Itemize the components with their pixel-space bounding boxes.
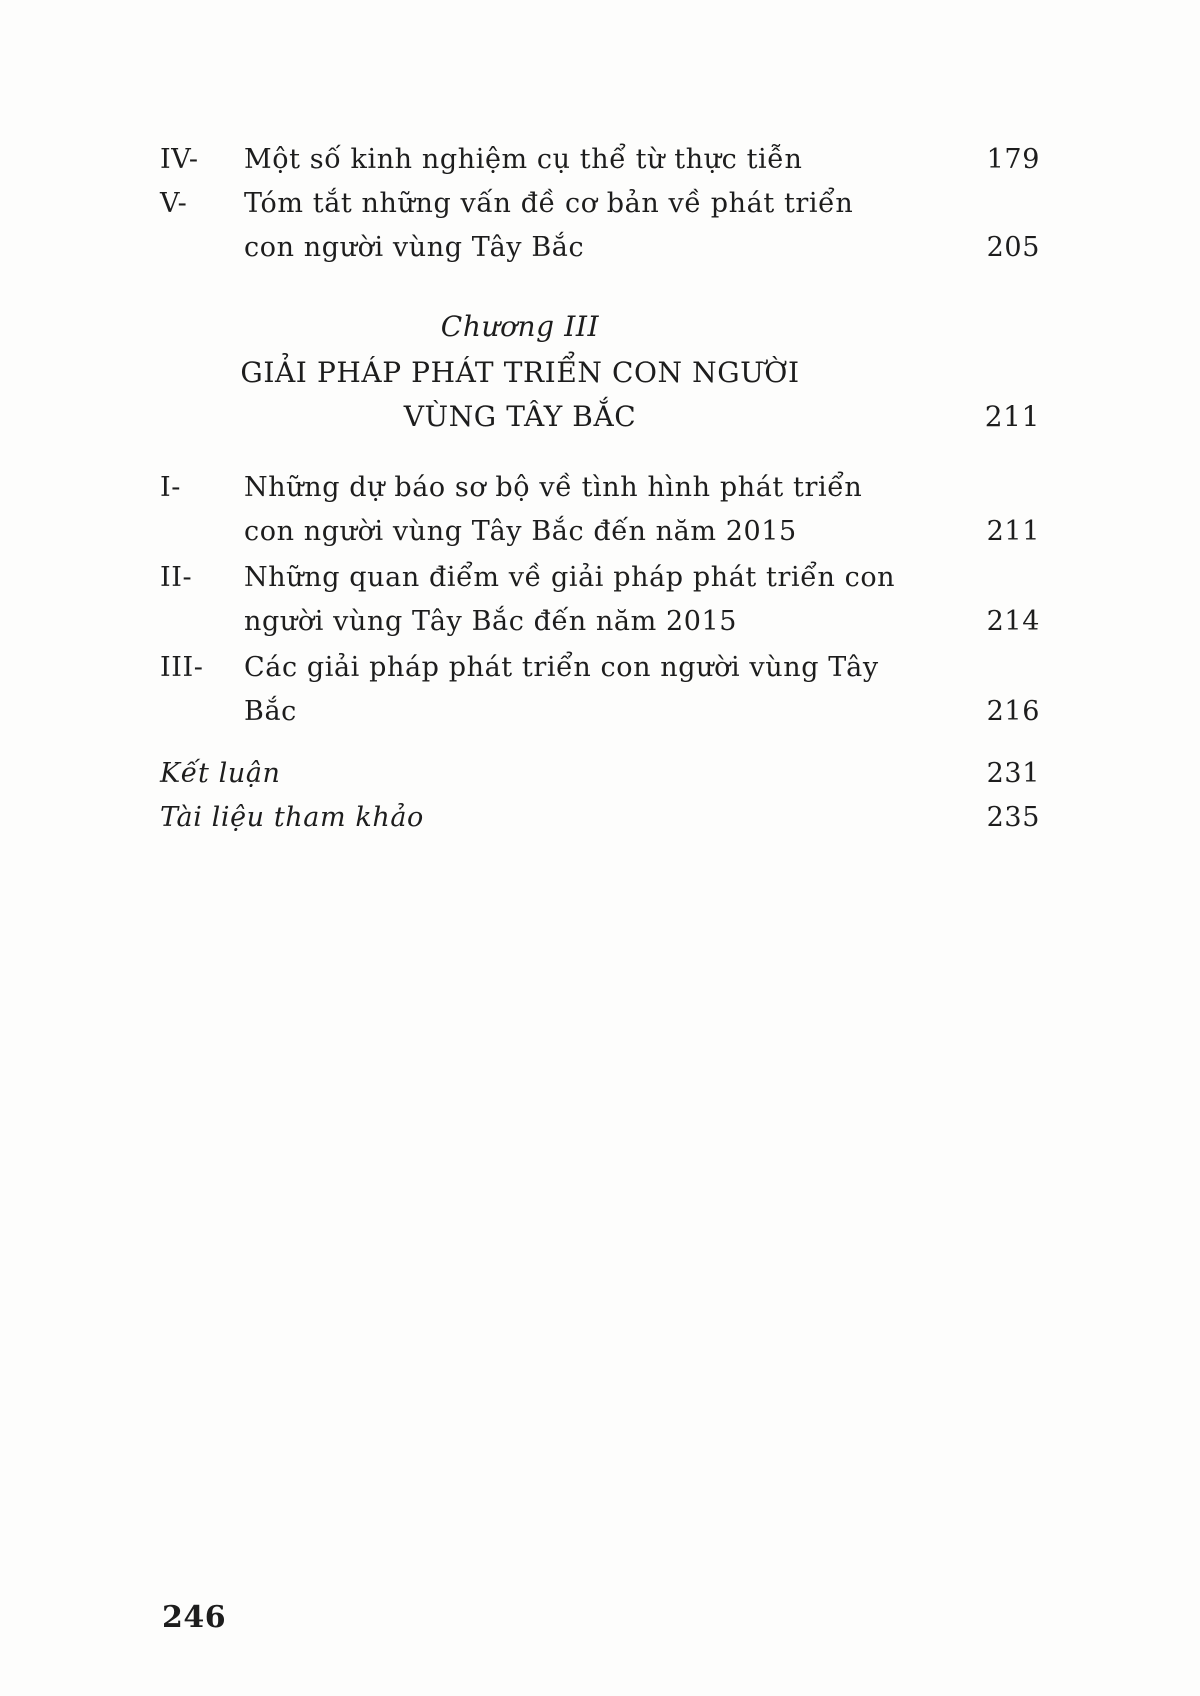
toc-entry-page: 179 xyxy=(986,144,1040,175)
toc-entry-number: III- xyxy=(160,652,204,683)
toc-entry-title xyxy=(244,556,964,644)
chapter-title-line2: VÙNG TÂY BẮC xyxy=(403,400,637,433)
toc-entry-page: 211 xyxy=(986,516,1040,547)
toc-entry-line: Những quan điểm về giải pháp phát triển con xyxy=(244,562,896,593)
toc-entry-line: Những dự báo sơ bộ về tình hình phát triển xyxy=(244,472,863,503)
toc-entry-ii[interactable] xyxy=(160,556,1040,644)
toc-entry-page: 231 xyxy=(986,758,1040,789)
toc-entry-title: Kết luận xyxy=(160,758,281,789)
toc-entry-conclusion[interactable] xyxy=(160,752,1040,796)
page-number: 246 xyxy=(162,1600,227,1635)
toc-entry-title: Tài liệu tham khảo xyxy=(160,802,424,833)
toc-entry-line: Một số kinh nghiệm cụ thể từ thực tiễn xyxy=(244,144,803,175)
chapter-label: Chương III xyxy=(440,310,600,343)
toc-entry-number: IV- xyxy=(160,144,199,175)
toc-entry-number: V- xyxy=(160,188,188,219)
toc-entry-line: người vùng Tây Bắc đến năm 2015 xyxy=(244,606,738,637)
toc-entry-page: 235 xyxy=(986,802,1040,833)
toc-entry-i[interactable] xyxy=(160,466,1040,554)
toc-entry-page: 216 xyxy=(986,696,1040,727)
toc-entry-line: Các giải pháp phát triển con người vùng Tây xyxy=(244,652,879,683)
toc-entry-title xyxy=(244,646,964,734)
toc-entry-references[interactable] xyxy=(160,796,1040,840)
chapter-heading[interactable] xyxy=(160,0,1040,460)
chapter-page: 211 xyxy=(984,400,1040,433)
toc-entry-line: Bắc xyxy=(244,696,297,727)
toc-entry-iii[interactable] xyxy=(160,646,1040,734)
toc-entry-title xyxy=(244,466,964,554)
toc-entry-line: con người vùng Tây Bắc đến năm 2015 xyxy=(244,516,797,547)
toc-entry-number: I- xyxy=(160,472,181,503)
toc-entry-page: 214 xyxy=(986,606,1040,637)
toc-entry-number: II- xyxy=(160,562,193,593)
chapter-title-line1: GIẢI PHÁP PHÁT TRIỂN CON NGƯỜI xyxy=(240,356,800,389)
toc-entry-line: con người vùng Tây Bắc xyxy=(244,232,585,263)
toc-entry-line: Tóm tắt những vấn đề cơ bản về phát triển xyxy=(244,188,854,219)
toc-entry-page: 205 xyxy=(986,232,1040,263)
